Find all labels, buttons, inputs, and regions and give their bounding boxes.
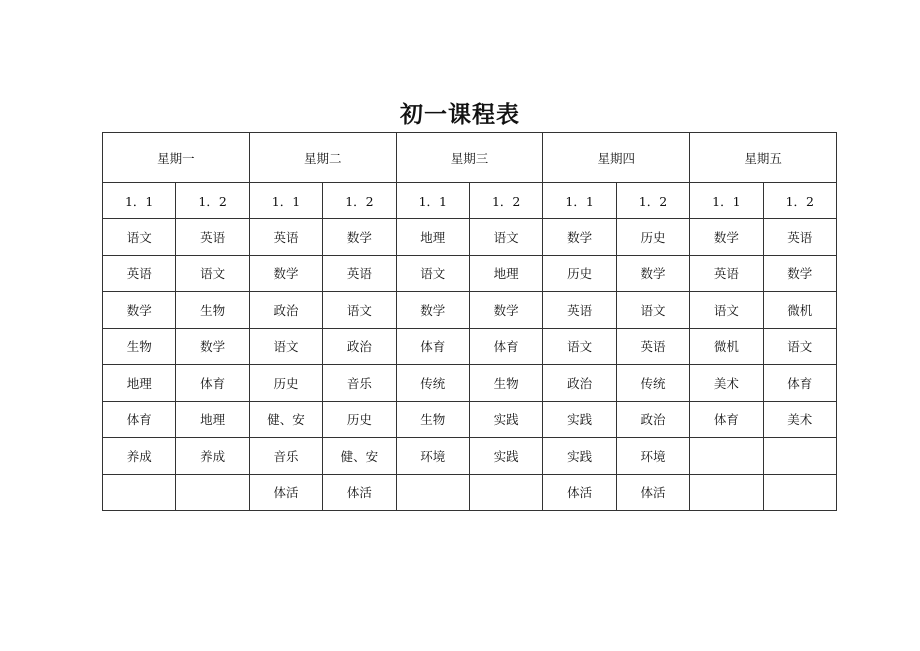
table-cell: 体育 (103, 401, 176, 438)
table-cell: 体育 (469, 328, 542, 365)
table-cell: 英语 (249, 219, 322, 256)
table-cell: 环境 (616, 438, 689, 475)
table-cell: 英语 (616, 328, 689, 365)
table-cell: 数学 (763, 255, 836, 292)
table-row (103, 438, 837, 475)
class-header: 1．1 (103, 183, 176, 219)
table-cell (176, 474, 249, 511)
table-cell: 数学 (616, 255, 689, 292)
table-cell: 地理 (103, 365, 176, 402)
table-cell: 地理 (176, 401, 249, 438)
table-row (103, 365, 837, 402)
table-cell: 音乐 (323, 365, 396, 402)
table-cell: 美术 (690, 365, 763, 402)
table-cell: 政治 (323, 328, 396, 365)
table-cell: 传统 (616, 365, 689, 402)
table-cell: 政治 (616, 401, 689, 438)
table-cell: 语文 (176, 255, 249, 292)
table-cell: 数学 (543, 219, 616, 256)
table-cell: 语文 (543, 328, 616, 365)
table-cell: 英语 (103, 255, 176, 292)
class-header: 1．2 (176, 183, 249, 219)
table-cell: 体活 (543, 474, 616, 511)
table-cell: 地理 (396, 219, 469, 256)
class-header: 1．2 (323, 183, 396, 219)
table-cell: 传统 (396, 365, 469, 402)
table-cell (763, 438, 836, 475)
table-cell: 数学 (103, 292, 176, 329)
table-row (103, 219, 837, 256)
table-cell: 微机 (763, 292, 836, 329)
table-cell: 养成 (103, 438, 176, 475)
table-cell: 数学 (176, 328, 249, 365)
table-cell: 语文 (469, 219, 542, 256)
table-cell (763, 474, 836, 511)
table-cell: 实践 (543, 401, 616, 438)
page-title: 初一课程表 (400, 102, 520, 128)
table-cell (690, 474, 763, 511)
table-cell: 体活 (323, 474, 396, 511)
table-cell: 数学 (396, 292, 469, 329)
table-cell: 语文 (323, 292, 396, 329)
table-cell (396, 474, 469, 511)
class-header-row (103, 183, 837, 219)
table-cell: 体育 (763, 365, 836, 402)
table-cell: 健、安 (249, 401, 322, 438)
table-cell: 生物 (103, 328, 176, 365)
table-cell: 体育 (176, 365, 249, 402)
day-header-wednesday: 星期三 (396, 133, 543, 183)
table-cell: 英语 (543, 292, 616, 329)
table-cell (690, 438, 763, 475)
table-cell: 地理 (469, 255, 542, 292)
table-cell: 实践 (543, 438, 616, 475)
table-cell: 语文 (690, 292, 763, 329)
class-header: 1．1 (690, 183, 763, 219)
table-cell: 体育 (396, 328, 469, 365)
schedule-table (102, 132, 837, 511)
table-cell: 体活 (249, 474, 322, 511)
table-cell: 政治 (249, 292, 322, 329)
table-cell: 养成 (176, 438, 249, 475)
day-header-thursday: 星期四 (543, 133, 690, 183)
day-header-row (103, 133, 837, 183)
table-cell: 生物 (469, 365, 542, 402)
class-header: 1．2 (763, 183, 836, 219)
table-cell: 生物 (396, 401, 469, 438)
day-header-tuesday: 星期二 (249, 133, 396, 183)
table-cell: 生物 (176, 292, 249, 329)
class-header: 1．1 (249, 183, 322, 219)
table-cell: 历史 (616, 219, 689, 256)
table-cell: 实践 (469, 401, 542, 438)
table-cell: 语文 (249, 328, 322, 365)
table-cell (469, 474, 542, 511)
table-row (103, 292, 837, 329)
table-cell: 语文 (763, 328, 836, 365)
class-header: 1．2 (616, 183, 689, 219)
table-cell: 数学 (249, 255, 322, 292)
table-cell: 数学 (323, 219, 396, 256)
table-cell: 微机 (690, 328, 763, 365)
table-cell (103, 474, 176, 511)
table-cell: 美术 (763, 401, 836, 438)
table-cell: 健、安 (323, 438, 396, 475)
table-row (103, 474, 837, 511)
table-row (103, 401, 837, 438)
table-cell: 数学 (690, 219, 763, 256)
table-cell: 环境 (396, 438, 469, 475)
class-header: 1．1 (543, 183, 616, 219)
table-cell: 体活 (616, 474, 689, 511)
table-cell: 英语 (176, 219, 249, 256)
table-cell: 语文 (616, 292, 689, 329)
table-cell: 数学 (469, 292, 542, 329)
table-cell: 英语 (323, 255, 396, 292)
table-cell: 语文 (396, 255, 469, 292)
table-cell: 政治 (543, 365, 616, 402)
class-header: 1．1 (396, 183, 469, 219)
class-header: 1．2 (469, 183, 542, 219)
day-header-monday: 星期一 (103, 133, 250, 183)
table-cell: 历史 (323, 401, 396, 438)
table-row (103, 328, 837, 365)
table-cell: 实践 (469, 438, 542, 475)
table-cell: 历史 (543, 255, 616, 292)
table-cell: 音乐 (249, 438, 322, 475)
table-cell: 体育 (690, 401, 763, 438)
table-cell: 英语 (763, 219, 836, 256)
table-row (103, 255, 837, 292)
table-cell: 历史 (249, 365, 322, 402)
table-cell: 语文 (103, 219, 176, 256)
table-cell: 英语 (690, 255, 763, 292)
day-header-friday: 星期五 (690, 133, 837, 183)
